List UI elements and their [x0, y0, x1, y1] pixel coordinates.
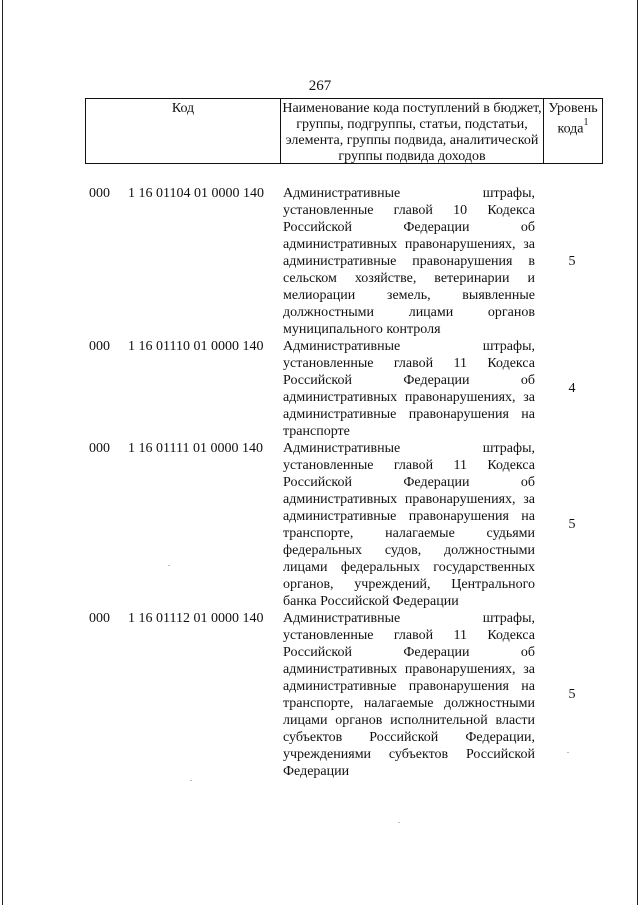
- revenue-name-line: административных правонарушениях, за: [283, 237, 535, 252]
- page-number: 267: [308, 78, 332, 94]
- admin-code: 000: [89, 611, 110, 626]
- code-level: 5: [568, 517, 576, 532]
- revenue-name-line: Российской Федерации об: [283, 373, 535, 388]
- revenue-name-line: Федерации: [283, 764, 350, 779]
- revenue-name-line: Российской Федерации об: [283, 475, 535, 490]
- revenue-name: [283, 185, 535, 338]
- scan-speck: [190, 780, 192, 781]
- revenue-name-line: Административные штрафы,: [283, 441, 535, 456]
- revenue-name-line: лицами федеральных государственных: [283, 560, 535, 575]
- code-level: 5: [568, 687, 576, 702]
- revenue-code: 1 16 01104 01 0000 140: [128, 186, 264, 201]
- revenue-name: [283, 440, 535, 610]
- revenue-name-line: Административные штрафы,: [283, 186, 535, 201]
- page-edge-right: [637, 0, 638, 905]
- revenue-name-line: административные правонарушения на: [283, 407, 535, 422]
- scan-speck: [398, 822, 400, 823]
- revenue-name-line: должностными лицами органов: [283, 305, 535, 320]
- revenue-name-line: административных правонарушениях, за: [283, 662, 535, 677]
- header-name: Наименование кода поступлений в бюджет, группы, подгруппы, статьи, подстатьи, элемента, группы подвида, аналитической группы подвида доходов: [281, 99, 544, 163]
- revenue-code: 1 16 01110 01 0000 140: [128, 339, 264, 354]
- revenue-name-line: лицами органов исполнительной власти: [283, 713, 535, 728]
- revenue-name-line: установленные главой 10 Кодекса: [283, 203, 535, 218]
- revenue-name-line: сельском хозяйстве, ветеринарии и: [283, 271, 535, 286]
- admin-code: 000: [89, 441, 110, 456]
- revenue-name-line: Административные штрафы,: [283, 611, 535, 626]
- revenue-name: [283, 338, 535, 440]
- revenue-name-line: Российской Федерации об: [283, 220, 535, 235]
- revenue-name-line: федеральных судов, должностными: [283, 543, 535, 558]
- revenue-name-line: административных правонарушениях, за: [283, 390, 535, 405]
- header-code: Код: [86, 99, 281, 163]
- revenue-name-line: транспорте: [283, 424, 350, 439]
- table-header: [85, 98, 603, 164]
- header-level-footnote: 1: [583, 117, 589, 128]
- revenue-name-line: субъектов Российской Федерации,: [283, 730, 535, 745]
- revenue-name-line: органов, учреждений, Центрального: [283, 577, 535, 592]
- revenue-name-line: банка Российской Федерации: [283, 594, 459, 609]
- revenue-name-line: административные правонарушения на: [283, 679, 535, 694]
- revenue-name-line: муниципального контроля: [283, 322, 441, 337]
- admin-code: 000: [89, 339, 110, 354]
- revenue-code: 1 16 01112 01 0000 140: [128, 611, 264, 626]
- revenue-name-line: Российской Федерации об: [283, 645, 535, 660]
- revenue-name-line: административные правонарушения на: [283, 509, 535, 524]
- scan-speck: [168, 565, 170, 566]
- revenue-name-line: установленные главой 11 Кодекса: [283, 356, 535, 371]
- page-edge-left: [2, 0, 3, 905]
- revenue-name: [283, 610, 535, 780]
- revenue-code: 1 16 01111 01 0000 140: [128, 441, 263, 456]
- revenue-name-line: мелиорации земель, выявленные: [283, 288, 535, 303]
- revenue-name-line: установленные главой 11 Кодекса: [283, 628, 535, 643]
- admin-code: 000: [89, 186, 110, 201]
- revenue-name-line: Административные штрафы,: [283, 339, 535, 354]
- header-level-text: Уровень кода: [548, 101, 598, 137]
- revenue-name-line: транспорте, налагаемые судьями: [283, 526, 535, 541]
- header-level: [544, 99, 602, 163]
- revenue-name-line: транспорте, налагаемые должностными: [283, 696, 535, 711]
- revenue-name-line: административные правонарушения в: [283, 254, 535, 269]
- scan-speck: [567, 752, 569, 753]
- code-level: 5: [568, 254, 576, 269]
- code-level: 4: [568, 381, 576, 396]
- revenue-name-line: административных правонарушениях, за: [283, 492, 535, 507]
- revenue-name-line: установленные главой 11 Кодекса: [283, 458, 535, 473]
- revenue-name-line: учреждениями субъектов Российской: [283, 747, 535, 762]
